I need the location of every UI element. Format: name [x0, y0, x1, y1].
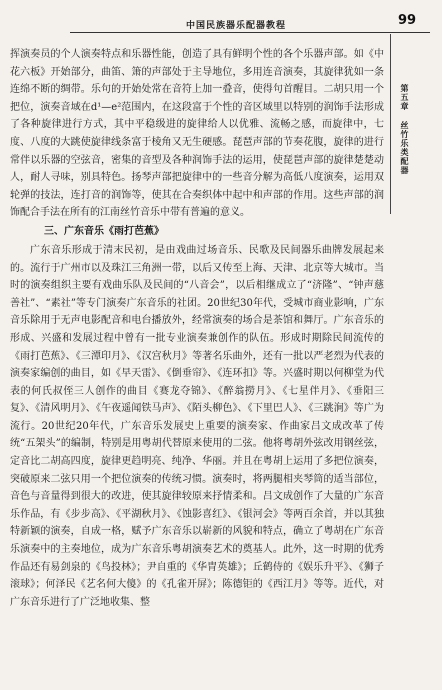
page-body	[10, 46, 384, 611]
side-tab-text	[398, 84, 410, 175]
section-heading: 三、广东音乐《雨打芭蕉》	[44, 225, 164, 237]
header-rule	[70, 32, 430, 33]
page-number: 99	[398, 13, 417, 28]
chapter-label: 第五章	[400, 84, 409, 111]
running-header	[0, 12, 442, 34]
body-paragraph-2: 广东音乐形成于清末民初，是由戏曲过场音乐、民歌及民间器乐曲牌发展起来的。流行于广州市以及珠江三角洲一带，以后又传至上海、天津、北京等大城市。当时的演奏组织主要有戏曲乐队及民间的“八音会”，以后相继成立了“济隆”、“钟声慈善社”、“素社”等专门演奏广东音乐的社团。20世纪30年代，受城市商业影响，广东音乐除用于无声电影配音和电台播放外，经常演奏的场合是茶馆和舞厅。广东音乐的形成、兴盛和发展过程中曾有一批专业演奏兼创作的队伍。形成时期除民间流传的《雨打芭蕉》、《三潭印月》、《汉宫秋月》等著名乐曲外，还有一批以严老烈为代表的演奏家编创的曲目，如《早天雷》、《倒垂帘》、《连环扣》等。兴盛时期以何柳堂为代表的何氏叔侄三人创作的曲目《赛龙夺锦》、《醉翁撈月》、《七星伴月》、《垂阳三复》、《清风明月》、《午夜遥闻铁马声》、《陌头柳色》、《下里巴人》、《三跳涧》等广为流行。20世纪20年代，广东音乐发展史上重要的演奏家、作曲家吕文成改革了传统“五架头”的编制，特别是用粤胡代替原来使用的二弦。他将粤胡外弦改用钢丝弦，定音比二胡高四度，旋律更趋明亮、纯净、华丽。并且在粤胡上运用了多把位演奏，突破原来二弦只用一个把位演奏的传统习惯。演奏时，将两腿相夹琴筒的适当部位，音色与音量得到很大的改进，使其旋律较原来抒情柔和。吕文成创作了大量的广东音乐作品，有《步步高》、《平湖秋月》、《蚀影喜红》、《银河会》等两百余首，并以其独特新颖的演奏，自成一格，赋予广东音乐以崭新的风貌和特点，确立了粤胡在广东音乐演奏中的主奏地位，成为广东音乐粤胡演奏艺术的奠基人。此外，这一时期的优秀作品还有易剑泉的《鸟投林》；尹自重的《华胄英雄》；丘鹤侍的《娱乐升平》、《狮子滚球》；何泽民《艺名何大傻》的《孔雀开屏》；陈德钜的《西江月》等等。近代，对广东音乐进行了广泛地收集、整	[10, 244, 384, 608]
side-tab-rule	[390, 34, 391, 214]
book-title: 中国民族器乐配器教程	[186, 21, 287, 31]
chapter-subject: 丝竹乐类配器	[400, 121, 409, 175]
body-paragraph-1: 挥演奏员的个人演奏特点和乐器性能，创造了具有鲜明个性的各个乐器声部。如《中花六板》开始部分，曲笛、箫的声部处于主导地位，多用连音演奏，其旋律犹如一条连绵不断的绸带。乐句的开始处常在音符上加一叠音，使得句首醒目。二胡只用一个把位，演奏音域在d¹—e²范围内，在这段富于个性的音区域里以特别的润饰手法形成了各种旋律进行方式，其中平稳级进的旋律给人以优雅、流畅之感，而旋律中，七度、八度的大跳使旋律线条富于棱角又无生硬感。琵琶声部的节奏花腹，旋律的进行常伴以乐器的空弦音，密集的音型及各种润饰手法的运用，使琵琶声部的旋律楚楚动人，耐人寻味，别具特色。扬琴声部把旋律中的一些音分解为高低八度演奏，运用双轮弹的技法，连打音的润饰等，使其在合奏织体中起中和声部的作用。这些声部的润饰配合手法在所有的江南丝竹音乐中带有普遍的意义。	[10, 49, 384, 219]
chapter-side-tab	[390, 34, 430, 294]
